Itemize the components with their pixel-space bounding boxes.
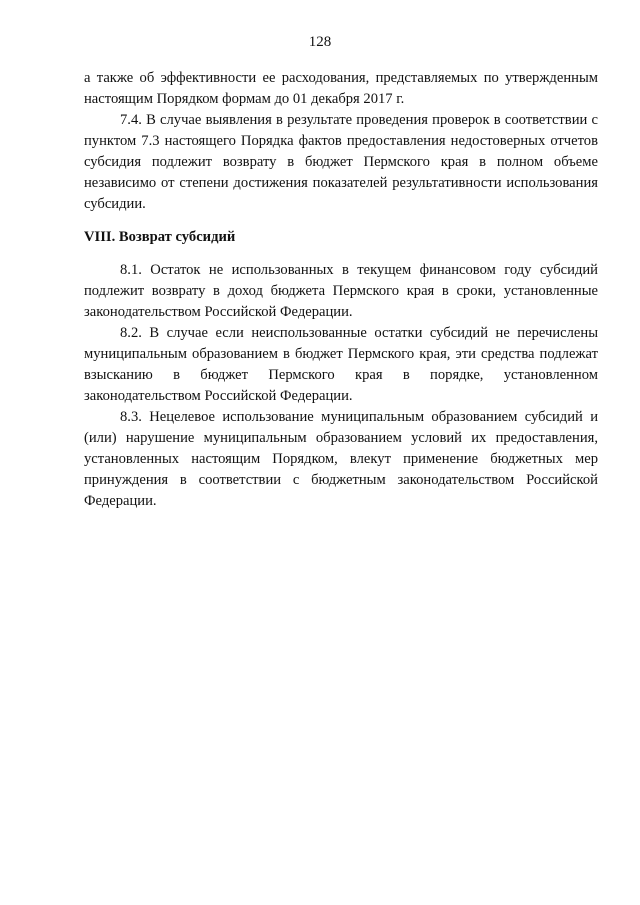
paragraph-8-3: 8.3. Нецелевое использование муниципальным образованием субсидий и (или) нарушение муниципальным образованием условий их предоставления, установленных настоящим Порядком, влекут применение бюджетных мер принуждения в соответствии с бюджетным законодательством Российской Федерации. [84, 409, 598, 509]
paragraph-7-4: 7.4. В случае выявления в результате проведения проверок в соответствии с пунктом 7.3 настоящего Порядка фактов предоставления недостоверных отчетов субсидия подлежит возврату в бюджет Пермского края в полном объеме независимо от степени достижения показателей результативности использования субсидии. [84, 112, 598, 212]
paragraph-8-1: 8.1. Остаток не использованных в текущем финансовом году субсидий подлежит возврату в доход бюджета Пермского края в сроки, установленные законодательством Российской Федерации. [84, 262, 598, 320]
page-number: 128 [308, 34, 332, 50]
paragraph-8-2: 8.2. В случае если неиспользованные остатки субсидий не перечислены муниципальным образованием в бюджет Пермского края, эти средства подлежат взысканию в бюджет Пермского края в порядке, установленном законодательством Российской Федерации. [84, 325, 598, 404]
document-body [84, 68, 598, 512]
paragraph-continuation: а также об эффективности ее расходования, представляемых по утвержденным настоящим Порядком формам до 01 декабря 2017 г. [84, 70, 598, 107]
section-heading-viii: VIII. Возврат субсидий [84, 229, 236, 245]
